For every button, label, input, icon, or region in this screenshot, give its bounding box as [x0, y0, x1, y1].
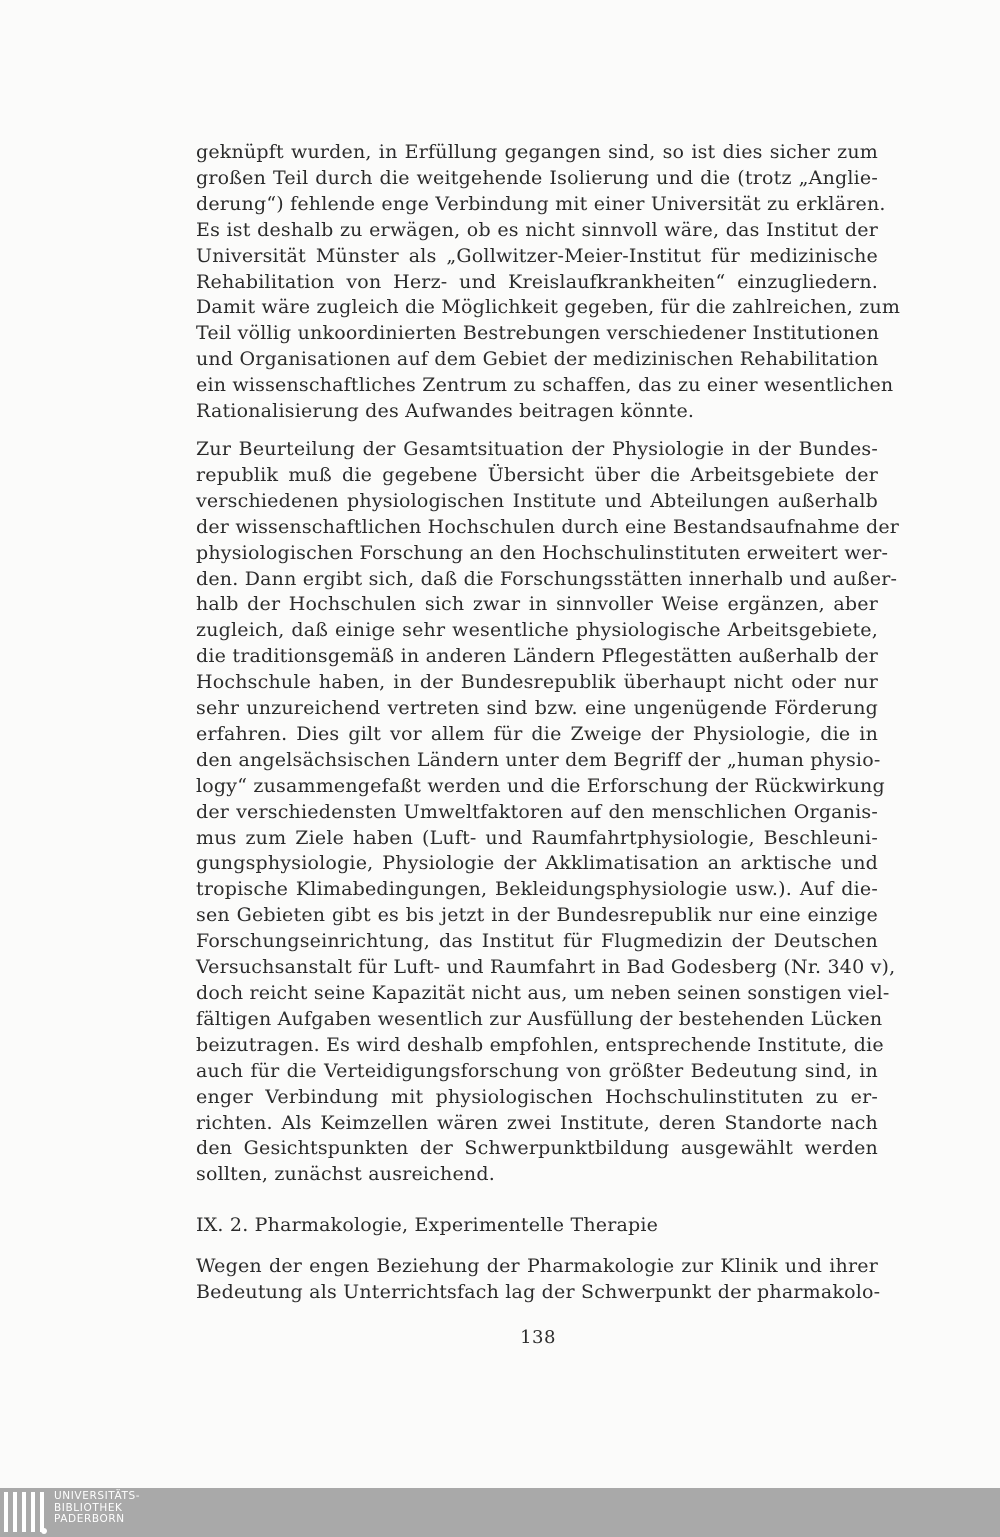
text-line: gungsphysiologie, Physiologie der Akklimatisation an arktische und	[196, 852, 878, 875]
text-line: beizutragen. Es wird deshalb empfohlen, entsprechende Institute, die	[196, 1033, 884, 1056]
logo-line-1: UNIVERSITÄTS-	[54, 1490, 141, 1502]
text-line: Versuchsanstalt für Luft- und Raumfahrt in Bad Godesberg (Nr. 340 v),	[196, 956, 896, 979]
text-line: zugleich, daß einige sehr wesentliche physiologische Arbeitsgebiete,	[196, 619, 878, 642]
text-line: den Gesichtspunkten der Schwerpunktbildung ausgewählt werden	[196, 1137, 878, 1160]
logo-line-3: PADERBORN	[54, 1513, 125, 1525]
text-line: Hochschule haben, in der Bundesrepublik überhaupt nicht oder nur	[196, 671, 878, 694]
text-line: fältigen Aufgaben wesentlich zur Ausfüllung der bestehenden Lücken	[196, 1007, 883, 1030]
text-line: erfahren. Dies gilt vor allem für die Zweige der Physiologie, die in	[196, 722, 878, 745]
text-line: die traditionsgemäß in anderen Ländern Pflegestätten außerhalb der	[196, 645, 878, 668]
body-text	[196, 140, 901, 1306]
text-line: geknüpft wurden, in Erfüllung gegangen sind, so ist dies sicher zum	[196, 141, 878, 163]
text-line: Wegen der engen Beziehung der Pharmakologie zur Klinik und ihrer	[196, 1255, 878, 1278]
text-line: den. Dann ergibt sich, daß die Forschungsstätten innerhalb und außer-	[196, 567, 898, 590]
text-line: republik muß die gegebene Übersicht über die Arbeitsgebiete der	[196, 463, 878, 486]
text-line: Teil völlig unkoordinierten Bestrebungen verschiedener Institutionen	[196, 322, 880, 345]
section-heading: IX. 2. Pharmakologie, Experimentelle Therapie	[196, 1214, 659, 1237]
text-line: tropische Klimabedingungen, Bekleidungsphysiologie usw.). Auf die-	[196, 878, 878, 901]
text-line: und Organisationen auf dem Gebiet der medizinischen Rehabilitation	[196, 348, 879, 371]
text-line: sehr unzureichend vertreten sind bzw. eine ungenügende Förderung	[196, 697, 878, 720]
logo-bars-icon	[4, 1492, 44, 1533]
text-line: Universität Münster als „Gollwitzer-Meier-Institut für medizinische	[196, 244, 878, 267]
text-line: Damit wäre zugleich die Möglichkeit gegeben, für die zahlreichen, zum	[196, 296, 901, 319]
text-line: auch für die Verteidigungsforschung von größter Bedeutung sind, in	[196, 1059, 878, 1082]
text-line: mus zum Ziele haben (Luft- und Raumfahrtphysiologie, Beschleuni-	[196, 826, 878, 849]
text-line: logy“ zusammengefaßt werden und die Erforschung der Rückwirkung	[196, 774, 885, 797]
library-footer	[0, 1488, 1000, 1537]
text-line: verschiedenen physiologischen Institute und Abteilungen außerhalb	[196, 489, 878, 512]
text-line: enger Verbindung mit physiologischen Hochschulinstituten zu er-	[196, 1085, 878, 1108]
page-number: 138	[520, 1327, 556, 1348]
text-line: physiologischen Forschung an den Hochschulinstituten erweitert wer-	[196, 541, 889, 564]
text-line: derung“) fehlende enge Verbindung mit einer Universität zu erklären.	[196, 192, 886, 215]
text-line: halb der Hochschulen sich zwar in sinnvoller Weise ergänzen, aber	[196, 593, 878, 616]
text-line: Zur Beurteilung der Gesamtsituation der Physiologie in der Bundes-	[196, 437, 878, 460]
text-line: der verschiedensten Umweltfaktoren auf den menschlichen Organis-	[196, 800, 878, 823]
library-logo	[0, 1488, 200, 1537]
text-line: Bedeutung als Unterrichtsfach lag der Schwerpunkt der pharmakolo-	[196, 1281, 881, 1304]
logo-line-2: BIBLIOTHEK	[54, 1501, 123, 1514]
text-line: Forschungseinrichtung, das Institut für Flugmedizin der Deutschen	[196, 930, 878, 953]
text-line: richten. Als Keimzellen wären zwei Institute, deren Standorte nach	[196, 1111, 878, 1134]
text-line: Rationalisierung des Aufwandes beitragen könnte.	[196, 400, 695, 423]
paragraph-3	[196, 1254, 881, 1306]
paragraph-2	[196, 437, 900, 1188]
text-line: Rehabilitation von Herz- und Kreislaufkrankheiten“ einzugliedern.	[196, 270, 878, 293]
text-line: doch reicht seine Kapazität nicht aus, um neben seinen sonstigen viel-	[196, 982, 890, 1004]
text-line: den angelsächsischen Ländern unter dem Begriff der „human physio-	[196, 748, 881, 771]
text-line: Es ist deshalb zu erwägen, ob es nicht sinnvoll wäre, das Institut der	[196, 218, 878, 241]
paragraph-1	[196, 140, 901, 425]
text-line: sollten, zunächst ausreichend.	[196, 1163, 495, 1186]
text-line: ein wissenschaftliches Zentrum zu schaffen, das zu einer wesentlichen	[196, 374, 894, 397]
logo-text	[54, 1491, 140, 1526]
logo-dot-icon	[41, 1528, 47, 1534]
text-line: sen Gebieten gibt es bis jetzt in der Bundesrepublik nur eine einzige	[196, 904, 878, 927]
text-line: der wissenschaftlichen Hochschulen durch eine Bestandsaufnahme der	[196, 515, 900, 538]
text-line: großen Teil durch die weitgehende Isolierung und die (trotz „Anglie-	[196, 166, 878, 189]
